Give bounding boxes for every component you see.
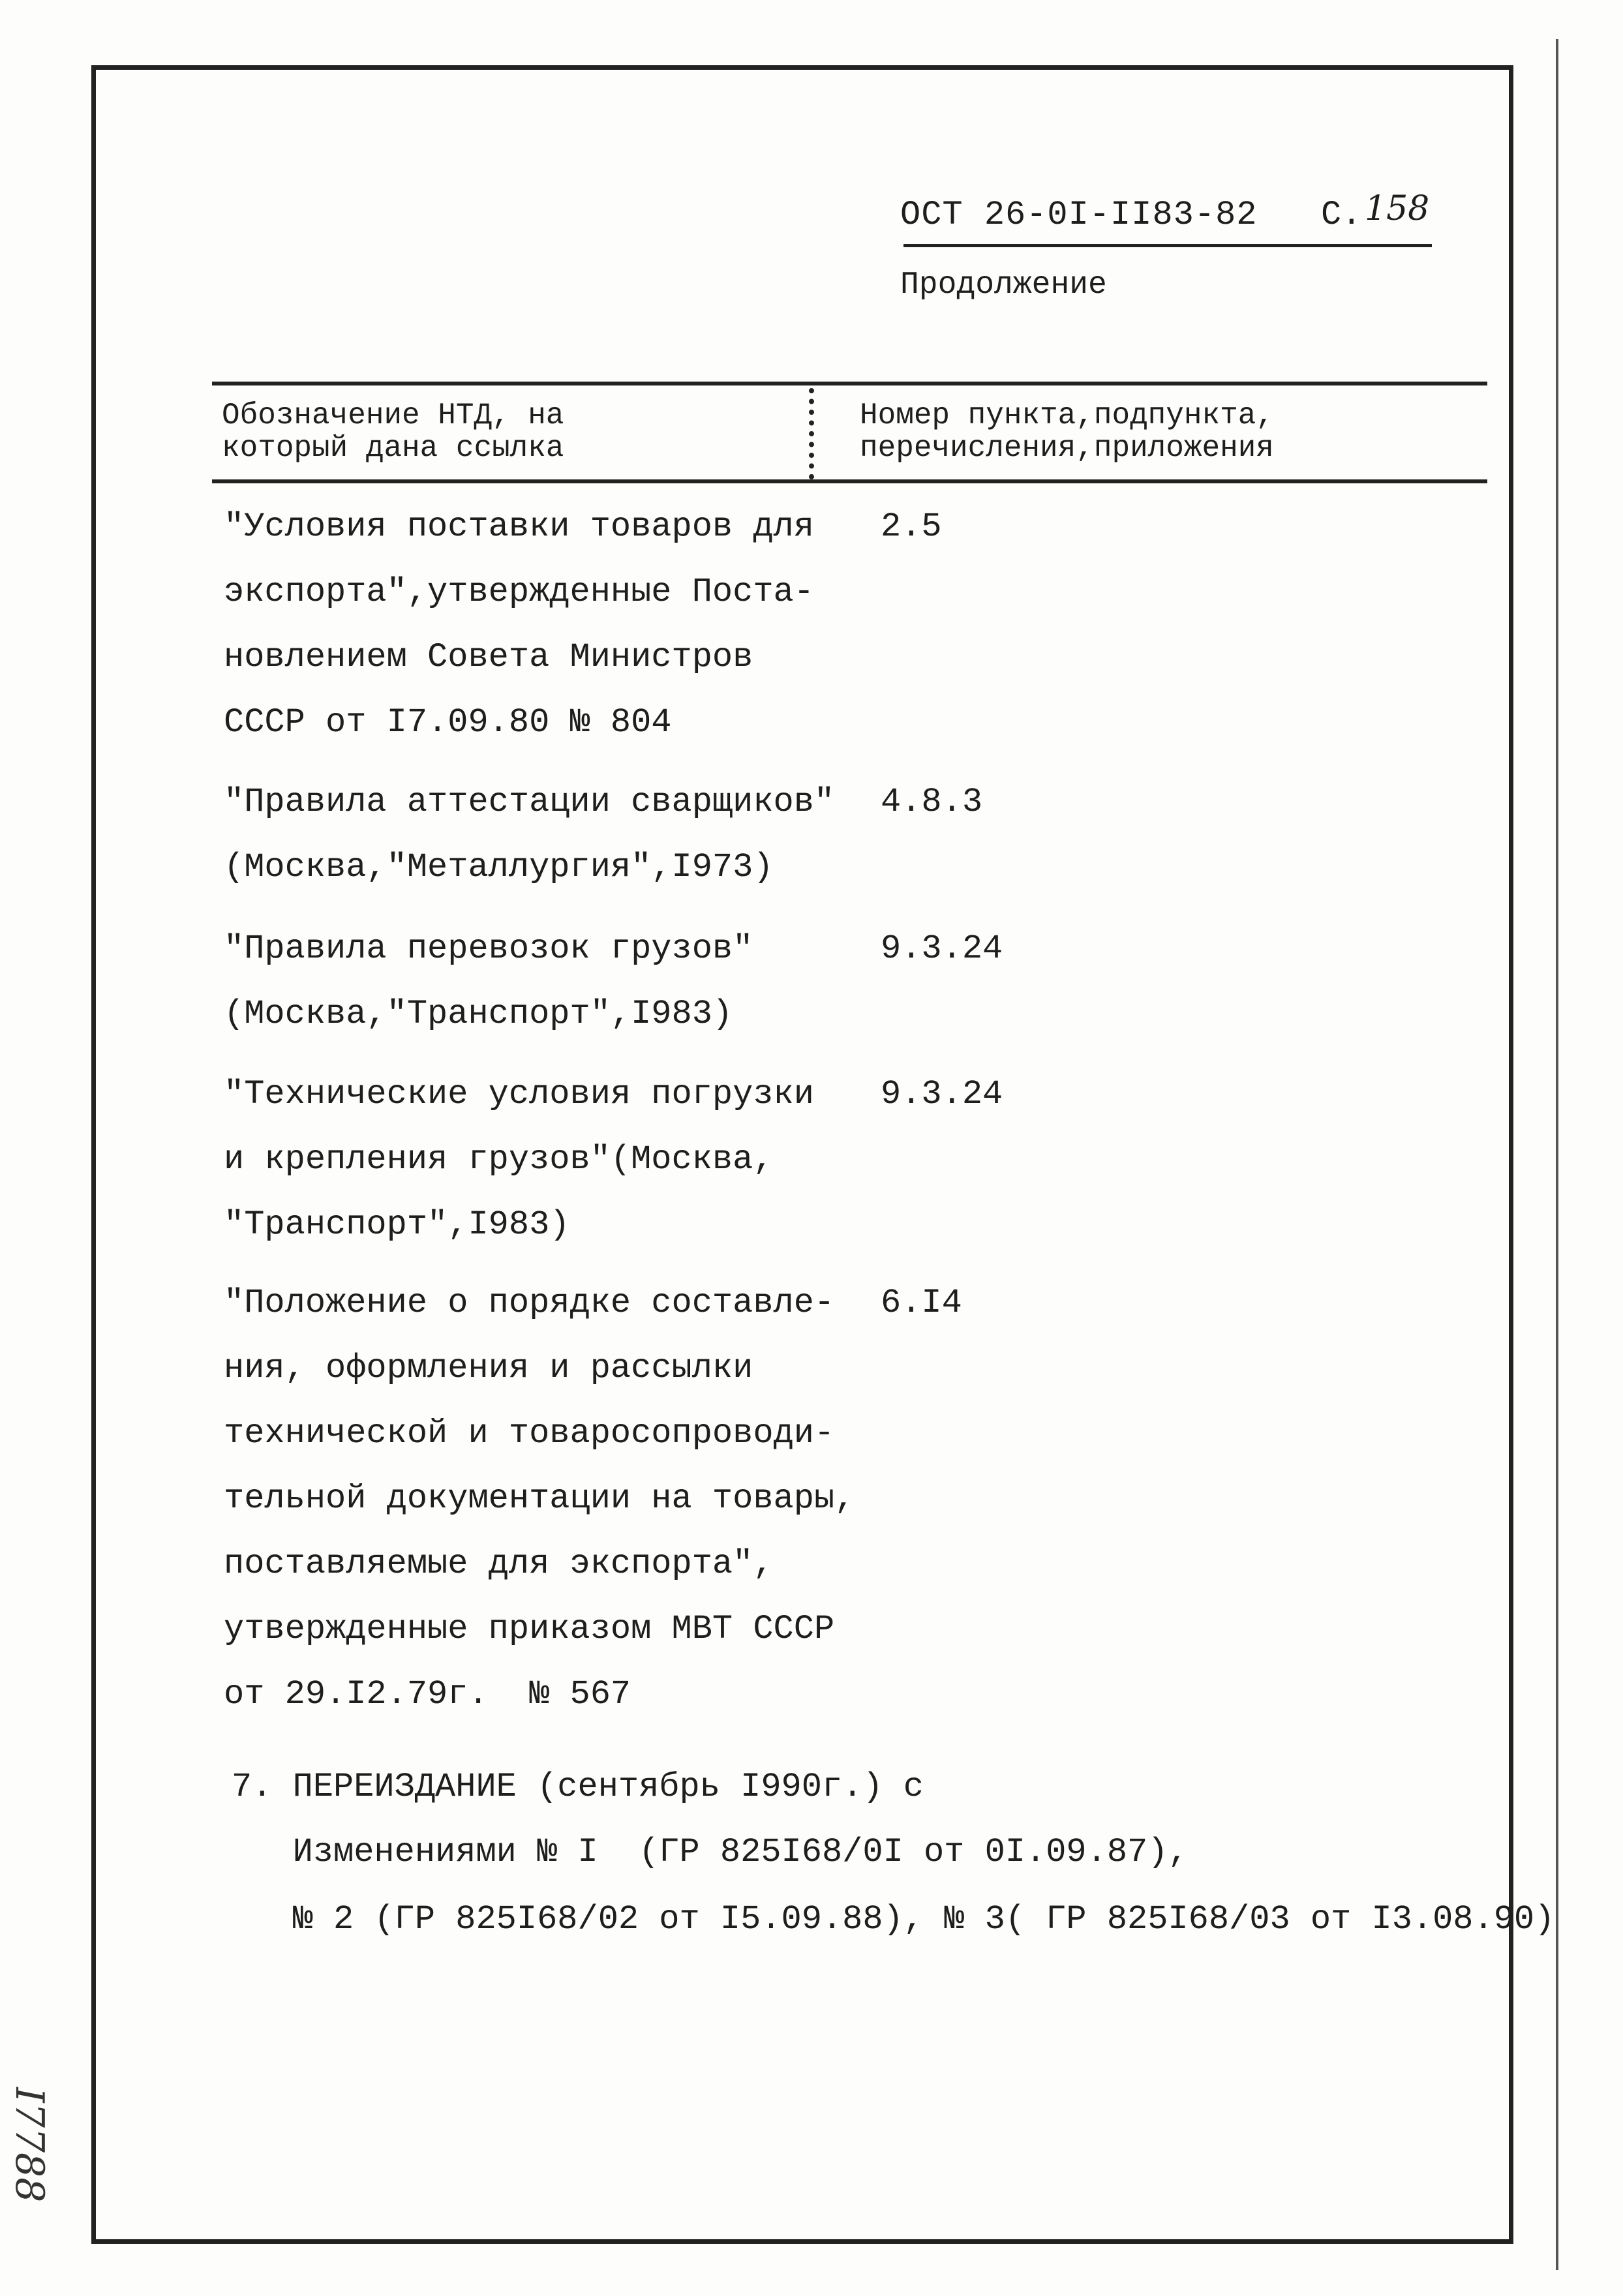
table-row-2-reference: "Правила аттестации сварщиков" (Москва,"Металлургия",I973) [224, 783, 835, 886]
continuation-label: Продолжение [900, 267, 1107, 303]
header-rule [903, 244, 1432, 247]
column-header-item: Номер пункта,подпункта, перечисления,приложения [860, 399, 1274, 465]
table-row-3-reference: "Правила перевозок грузов" (Москва,"Транспорт",I983) [224, 929, 753, 1033]
table-row-4-reference: "Технические условия погрузки и крепления грузов"(Москва, "Транспорт",I983) [224, 1075, 814, 1244]
binding-edge-line [1556, 39, 1558, 2270]
section-7-line-2: Изменениями № I (ГР 825I68/0I от 0I.09.87), [232, 1833, 1189, 1871]
section-7-line-3: № 2 (ГР 825I68/02 от I5.09.88), № 3( ГР 825I68/03 от I3.08.90) [232, 1900, 1555, 1939]
table-row-2-item: 4.8.3 [881, 783, 983, 821]
page-number: 158 [1365, 189, 1430, 228]
table-row-5-item: 6.I4 [881, 1284, 962, 1322]
table-row-1-reference: "Условия поставки товаров для экспорта",утвержденные Поста- новлением Совета Министров СССР от I7.09.80 № 804 [224, 507, 814, 742]
table-top-rule [212, 382, 1487, 385]
page-prefix: С. [1321, 196, 1362, 234]
handwritten-margin-number: I7788 [7, 2087, 52, 2203]
table-row-5-reference: "Положение о порядке составле- ния, оформления и рассылки технической и товаросопроводи- тельной документации на товары, поставляемые для экспорта", утвержденные приказом МВТ СССР от 29.I2.79г. № 567 [224, 1284, 855, 1714]
table-row-1-item: 2.5 [881, 507, 942, 546]
table-row-3-item: 9.3.24 [881, 929, 1003, 968]
table-header-rule [212, 479, 1487, 483]
table-row-4-item: 9.3.24 [881, 1075, 1003, 1113]
column-header-reference: Обозначение НТД, на который дана ссылка [222, 399, 564, 465]
column-separator [809, 388, 819, 479]
document-code: ОСТ 26-0I-II83-82 [900, 196, 1258, 234]
section-7-line-1: 7. ПЕРЕИЗДАНИЕ (сентябрь I990г.) с [232, 1768, 924, 1806]
